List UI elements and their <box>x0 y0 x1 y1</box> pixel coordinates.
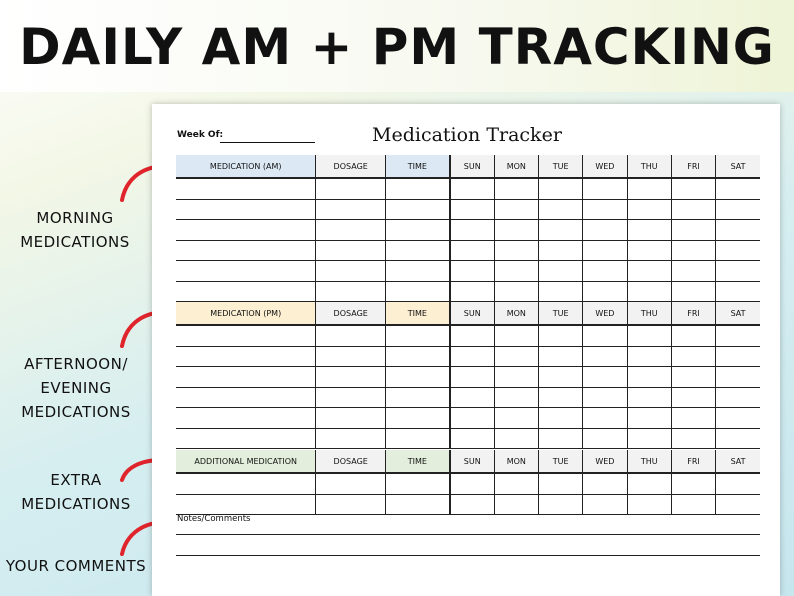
table-row <box>176 473 760 494</box>
table-row <box>176 346 760 367</box>
table-cell[interactable] <box>316 494 385 515</box>
table-cell[interactable] <box>450 346 494 367</box>
table-cell[interactable] <box>176 261 316 282</box>
table-cell[interactable] <box>494 408 538 429</box>
table-cell[interactable] <box>494 346 538 367</box>
table-cell[interactable] <box>176 178 316 199</box>
table-cell[interactable] <box>494 178 538 199</box>
table-cell[interactable] <box>385 199 449 220</box>
table-cell[interactable] <box>716 408 760 429</box>
am-day-header-wed: WED <box>583 155 627 178</box>
table-cell[interactable] <box>316 325 385 346</box>
pm-day-header-tue: TUE <box>538 302 582 325</box>
am-time-header: TIME <box>385 155 449 178</box>
table-cell[interactable] <box>583 220 627 241</box>
table-cell[interactable] <box>385 494 449 515</box>
am-day-header-tue: TUE <box>538 155 582 178</box>
extra-label-line1: EXTRA <box>50 471 102 489</box>
tracker-sheet <box>152 104 780 596</box>
table-cell[interactable] <box>538 346 582 367</box>
table-cell[interactable] <box>316 346 385 367</box>
week-of-field[interactable] <box>220 142 315 143</box>
table-cell[interactable] <box>316 178 385 199</box>
table-cell[interactable] <box>627 199 671 220</box>
table-cell[interactable] <box>538 199 582 220</box>
table-cell[interactable] <box>627 346 671 367</box>
table-cell[interactable] <box>494 281 538 302</box>
am-day-header-fri: FRI <box>671 155 715 178</box>
table-cell[interactable] <box>716 325 760 346</box>
table-cell[interactable] <box>627 387 671 408</box>
additional-medication-table <box>176 450 760 515</box>
table-cell[interactable] <box>627 178 671 199</box>
evening-label <box>16 352 136 424</box>
table-cell[interactable] <box>716 473 760 494</box>
table-cell[interactable] <box>583 178 627 199</box>
table-cell[interactable] <box>316 408 385 429</box>
pm-day-header-sat: SAT <box>716 302 760 325</box>
table-cell[interactable] <box>583 367 627 388</box>
morning-label-line1: MORNING <box>36 209 114 227</box>
table-cell[interactable] <box>671 178 715 199</box>
table-cell[interactable] <box>671 473 715 494</box>
table-cell[interactable] <box>450 387 494 408</box>
table-row <box>176 178 760 199</box>
table-cell[interactable] <box>176 325 316 346</box>
table-cell[interactable] <box>176 428 316 449</box>
pm-medication-header: MEDICATION (PM) <box>176 302 316 325</box>
am-header-row <box>176 155 760 178</box>
table-cell[interactable] <box>538 178 582 199</box>
table-cell[interactable] <box>583 346 627 367</box>
extra-label-line2: MEDICATIONS <box>21 495 131 513</box>
table-cell[interactable] <box>494 261 538 282</box>
additional-time-header: TIME <box>385 450 449 473</box>
table-cell[interactable] <box>627 261 671 282</box>
additional-day-header-thu: THU <box>627 450 671 473</box>
table-cell[interactable] <box>494 367 538 388</box>
table-cell[interactable] <box>627 408 671 429</box>
table-cell[interactable] <box>494 494 538 515</box>
table-cell[interactable] <box>716 281 760 302</box>
table-cell[interactable] <box>671 408 715 429</box>
table-cell[interactable] <box>671 261 715 282</box>
am-medication-header: MEDICATION (AM) <box>176 155 316 178</box>
additional-day-header-fri: FRI <box>671 450 715 473</box>
table-cell[interactable] <box>385 281 449 302</box>
table-cell[interactable] <box>671 428 715 449</box>
table-cell[interactable] <box>583 240 627 261</box>
table-row <box>176 281 760 302</box>
table-cell[interactable] <box>716 387 760 408</box>
table-cell[interactable] <box>716 220 760 241</box>
table-cell[interactable] <box>716 494 760 515</box>
table-row <box>176 240 760 261</box>
table-cell[interactable] <box>316 367 385 388</box>
am-medication-table <box>176 155 760 302</box>
additional-day-header-sat: SAT <box>716 450 760 473</box>
table-cell[interactable] <box>583 494 627 515</box>
pm-time-header: TIME <box>385 302 449 325</box>
table-row <box>176 387 760 408</box>
table-cell[interactable] <box>176 408 316 429</box>
table-cell[interactable] <box>450 367 494 388</box>
table-cell[interactable] <box>385 178 449 199</box>
pm-day-header-mon: MON <box>494 302 538 325</box>
notes-line[interactable] <box>176 535 760 556</box>
table-cell[interactable] <box>385 408 449 429</box>
table-row <box>176 220 760 241</box>
table-cell[interactable] <box>176 240 316 261</box>
table-cell[interactable] <box>176 367 316 388</box>
table-cell[interactable] <box>627 473 671 494</box>
table-cell[interactable] <box>385 346 449 367</box>
table-cell[interactable] <box>385 261 449 282</box>
notes-line[interactable] <box>176 524 760 535</box>
table-cell[interactable] <box>316 473 385 494</box>
evening-label-line1: AFTERNOON/ <box>24 355 128 373</box>
table-cell[interactable] <box>316 240 385 261</box>
table-row <box>176 494 760 515</box>
table-cell[interactable] <box>627 494 671 515</box>
table-cell[interactable] <box>494 473 538 494</box>
morning-label <box>20 206 130 254</box>
table-cell[interactable] <box>494 325 538 346</box>
table-cell[interactable] <box>316 281 385 302</box>
table-cell[interactable] <box>450 220 494 241</box>
table-cell[interactable] <box>450 473 494 494</box>
pm-day-header-fri: FRI <box>671 302 715 325</box>
table-cell[interactable] <box>671 346 715 367</box>
table-cell[interactable] <box>583 281 627 302</box>
table-cell[interactable] <box>716 346 760 367</box>
table-cell[interactable] <box>450 408 494 429</box>
table-cell[interactable] <box>538 261 582 282</box>
table-cell[interactable] <box>716 261 760 282</box>
table-row <box>176 261 760 282</box>
pm-header-row <box>176 302 760 325</box>
table-cell[interactable] <box>316 261 385 282</box>
table-cell[interactable] <box>316 428 385 449</box>
table-cell[interactable] <box>627 281 671 302</box>
additional-day-header-sun: SUN <box>450 450 494 473</box>
table-row <box>176 408 760 429</box>
am-day-header-sun: SUN <box>450 155 494 178</box>
table-cell[interactable] <box>716 199 760 220</box>
evening-label-line3: MEDICATIONS <box>21 403 131 421</box>
pm-medication-table <box>176 302 760 449</box>
pm-day-header-thu: THU <box>627 302 671 325</box>
table-cell[interactable] <box>583 387 627 408</box>
table-row <box>176 428 760 449</box>
notes-label: Notes/Comments <box>177 514 251 524</box>
table-cell[interactable] <box>538 473 582 494</box>
table-cell[interactable] <box>494 428 538 449</box>
table-cell[interactable] <box>450 281 494 302</box>
table-cell[interactable] <box>627 220 671 241</box>
am-day-header-mon: MON <box>494 155 538 178</box>
table-cell[interactable] <box>538 220 582 241</box>
headline: DAILY AM + PM TRACKING <box>19 18 775 76</box>
evening-label-line2: EVENING <box>40 379 112 397</box>
table-cell[interactable] <box>583 261 627 282</box>
table-cell[interactable] <box>671 220 715 241</box>
table-cell[interactable] <box>583 199 627 220</box>
table-cell[interactable] <box>671 199 715 220</box>
table-cell[interactable] <box>176 473 316 494</box>
table-cell[interactable] <box>494 387 538 408</box>
additional-dosage-header: DOSAGE <box>316 450 385 473</box>
table-cell[interactable] <box>627 428 671 449</box>
table-cell[interactable] <box>716 240 760 261</box>
table-cell[interactable] <box>385 387 449 408</box>
table-cell[interactable] <box>176 387 316 408</box>
table-cell[interactable] <box>671 325 715 346</box>
table-cell[interactable] <box>627 325 671 346</box>
pm-day-header-sun: SUN <box>450 302 494 325</box>
table-cell[interactable] <box>671 240 715 261</box>
table-cell[interactable] <box>583 325 627 346</box>
table-cell[interactable] <box>538 428 582 449</box>
week-of-label: Week Of: <box>177 130 224 140</box>
table-cell[interactable] <box>538 240 582 261</box>
table-cell[interactable] <box>494 240 538 261</box>
table-cell[interactable] <box>494 220 538 241</box>
additional-day-header-wed: WED <box>583 450 627 473</box>
table-cell[interactable] <box>716 367 760 388</box>
table-cell[interactable] <box>385 428 449 449</box>
morning-label-line2: MEDICATIONS <box>20 233 130 251</box>
table-cell[interactable] <box>450 428 494 449</box>
table-cell[interactable] <box>671 387 715 408</box>
table-cell[interactable] <box>716 178 760 199</box>
table-cell[interactable] <box>316 220 385 241</box>
am-day-header-thu: THU <box>627 155 671 178</box>
table-cell[interactable] <box>538 408 582 429</box>
table-row <box>176 199 760 220</box>
table-cell[interactable] <box>450 199 494 220</box>
table-cell[interactable] <box>538 494 582 515</box>
table-cell[interactable] <box>316 199 385 220</box>
table-cell[interactable] <box>176 199 316 220</box>
table-cell[interactable] <box>385 325 449 346</box>
table-cell[interactable] <box>671 367 715 388</box>
comments-label-line1: YOUR COMMENTS <box>5 557 147 575</box>
pm-dosage-header: DOSAGE <box>316 302 385 325</box>
table-cell[interactable] <box>450 240 494 261</box>
additional-day-header-mon: MON <box>494 450 538 473</box>
table-cell[interactable] <box>627 240 671 261</box>
additional-header-row <box>176 450 760 473</box>
table-row <box>176 325 760 346</box>
am-dosage-header: DOSAGE <box>316 155 385 178</box>
table-cell[interactable] <box>494 199 538 220</box>
table-row <box>176 367 760 388</box>
table-cell[interactable] <box>538 367 582 388</box>
table-cell[interactable] <box>716 428 760 449</box>
table-cell[interactable] <box>176 220 316 241</box>
sheet-title: Medication Tracker <box>372 124 562 146</box>
table-cell[interactable] <box>316 387 385 408</box>
table-cell[interactable] <box>583 408 627 429</box>
notes-section <box>176 514 760 556</box>
table-cell[interactable] <box>176 281 316 302</box>
table-cell[interactable] <box>385 220 449 241</box>
table-cell[interactable] <box>450 261 494 282</box>
table-cell[interactable] <box>671 281 715 302</box>
additional-medication-header: ADDITIONAL MEDICATION <box>176 450 316 473</box>
table-cell[interactable] <box>450 325 494 346</box>
table-cell[interactable] <box>538 387 582 408</box>
table-cell[interactable] <box>583 473 627 494</box>
table-cell[interactable] <box>176 346 316 367</box>
table-cell[interactable] <box>385 240 449 261</box>
table-cell[interactable] <box>450 178 494 199</box>
table-cell[interactable] <box>385 473 449 494</box>
table-cell[interactable] <box>627 367 671 388</box>
pm-day-header-wed: WED <box>583 302 627 325</box>
table-cell[interactable] <box>450 494 494 515</box>
table-cell[interactable] <box>538 325 582 346</box>
table-cell[interactable] <box>671 494 715 515</box>
table-cell[interactable] <box>538 281 582 302</box>
am-day-header-sat: SAT <box>716 155 760 178</box>
additional-day-header-tue: TUE <box>538 450 582 473</box>
table-cell[interactable] <box>176 494 316 515</box>
table-cell[interactable] <box>583 428 627 449</box>
table-cell[interactable] <box>385 367 449 388</box>
